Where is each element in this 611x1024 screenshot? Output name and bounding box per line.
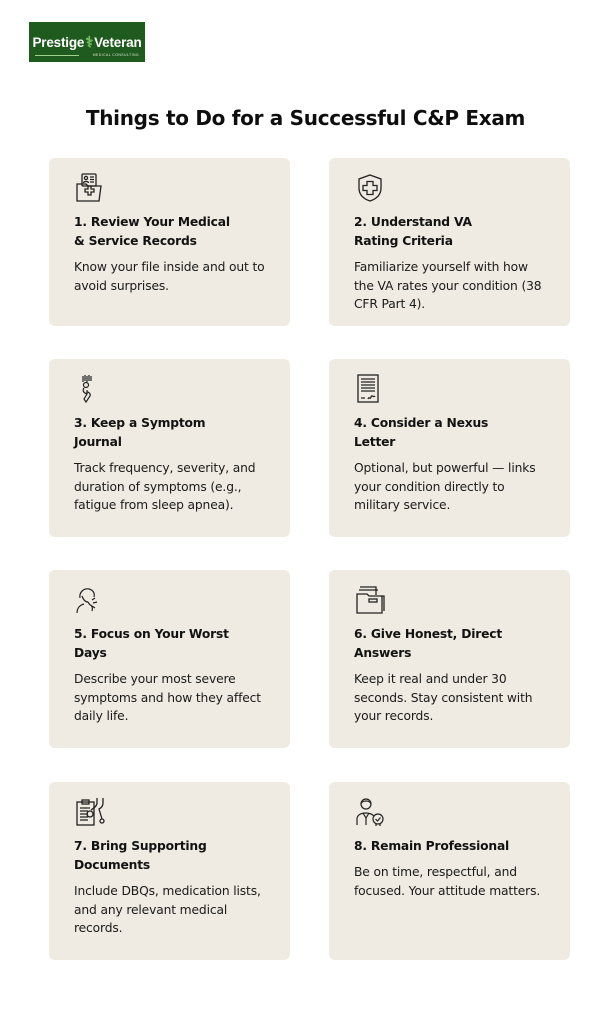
card-title: 5. Focus on Your Worst Days	[74, 627, 229, 660]
page-title: Things to Do for a Successful C&P Exam	[85, 106, 526, 131]
signed-letter-icon	[354, 373, 386, 405]
logo-left-word: Prestige	[32, 34, 85, 50]
logo-tagline: MEDICAL CONSULTING	[92, 53, 139, 57]
card-body: Be on time, respectful, and focused. Your attitude matters.	[354, 865, 541, 898]
card-nexus-letter	[329, 359, 570, 537]
logo-wordmark	[33, 33, 142, 51]
card-worst-days	[49, 570, 290, 748]
logo-underline	[35, 55, 79, 56]
logo	[29, 22, 145, 62]
card-title: 3. Keep a Symptom Journal	[74, 416, 206, 449]
card-title: 7. Bring Supporting Documents	[74, 839, 207, 872]
medical-folder-icon	[74, 172, 106, 204]
card-body: Include DBQs, medication lists, and any relevant medical records.	[74, 884, 261, 935]
card-title: 1. Review Your Medical & Service Records	[74, 215, 230, 248]
caduceus-icon: ⚕	[85, 34, 94, 51]
card-rating-criteria	[329, 158, 570, 326]
card-body: Know your file inside and out to avoid surprises.	[74, 260, 265, 293]
card-body: Keep it real and under 30 seconds. Stay consistent with your records.	[354, 672, 533, 723]
card-title: 8. Remain Professional	[354, 839, 510, 853]
card-honest-answers	[329, 570, 570, 748]
card-remain-professional	[329, 782, 570, 960]
coughing-person-icon	[74, 584, 106, 616]
card-body: Familiarize yourself with how the VA rates your condition (38 CFR Part 4).	[354, 260, 542, 311]
clipboard-stethoscope-icon	[74, 796, 106, 828]
card-title: 4. Consider a Nexus Letter	[354, 416, 489, 449]
card-supporting-documents	[49, 782, 290, 960]
logo-right-word: Veteran	[94, 34, 142, 50]
card-body: Track frequency, severity, and duration of symptoms (e.g., fatigue from sleep apnea).	[74, 461, 256, 512]
card-body: Describe your most severe symptoms and how they affect daily life.	[74, 672, 261, 723]
fatigue-person-icon	[74, 373, 106, 405]
card-review-records	[49, 158, 290, 326]
shield-cross-icon	[354, 172, 386, 204]
card-title: 2. Understand VA Rating Criteria	[354, 215, 472, 248]
file-folder-icon	[354, 584, 386, 616]
professional-badge-icon	[354, 796, 386, 828]
card-title: 6. Give Honest, Direct Answers	[354, 627, 503, 660]
card-body: Optional, but powerful — links your condition directly to military service.	[354, 461, 536, 512]
card-symptom-journal	[49, 359, 290, 537]
